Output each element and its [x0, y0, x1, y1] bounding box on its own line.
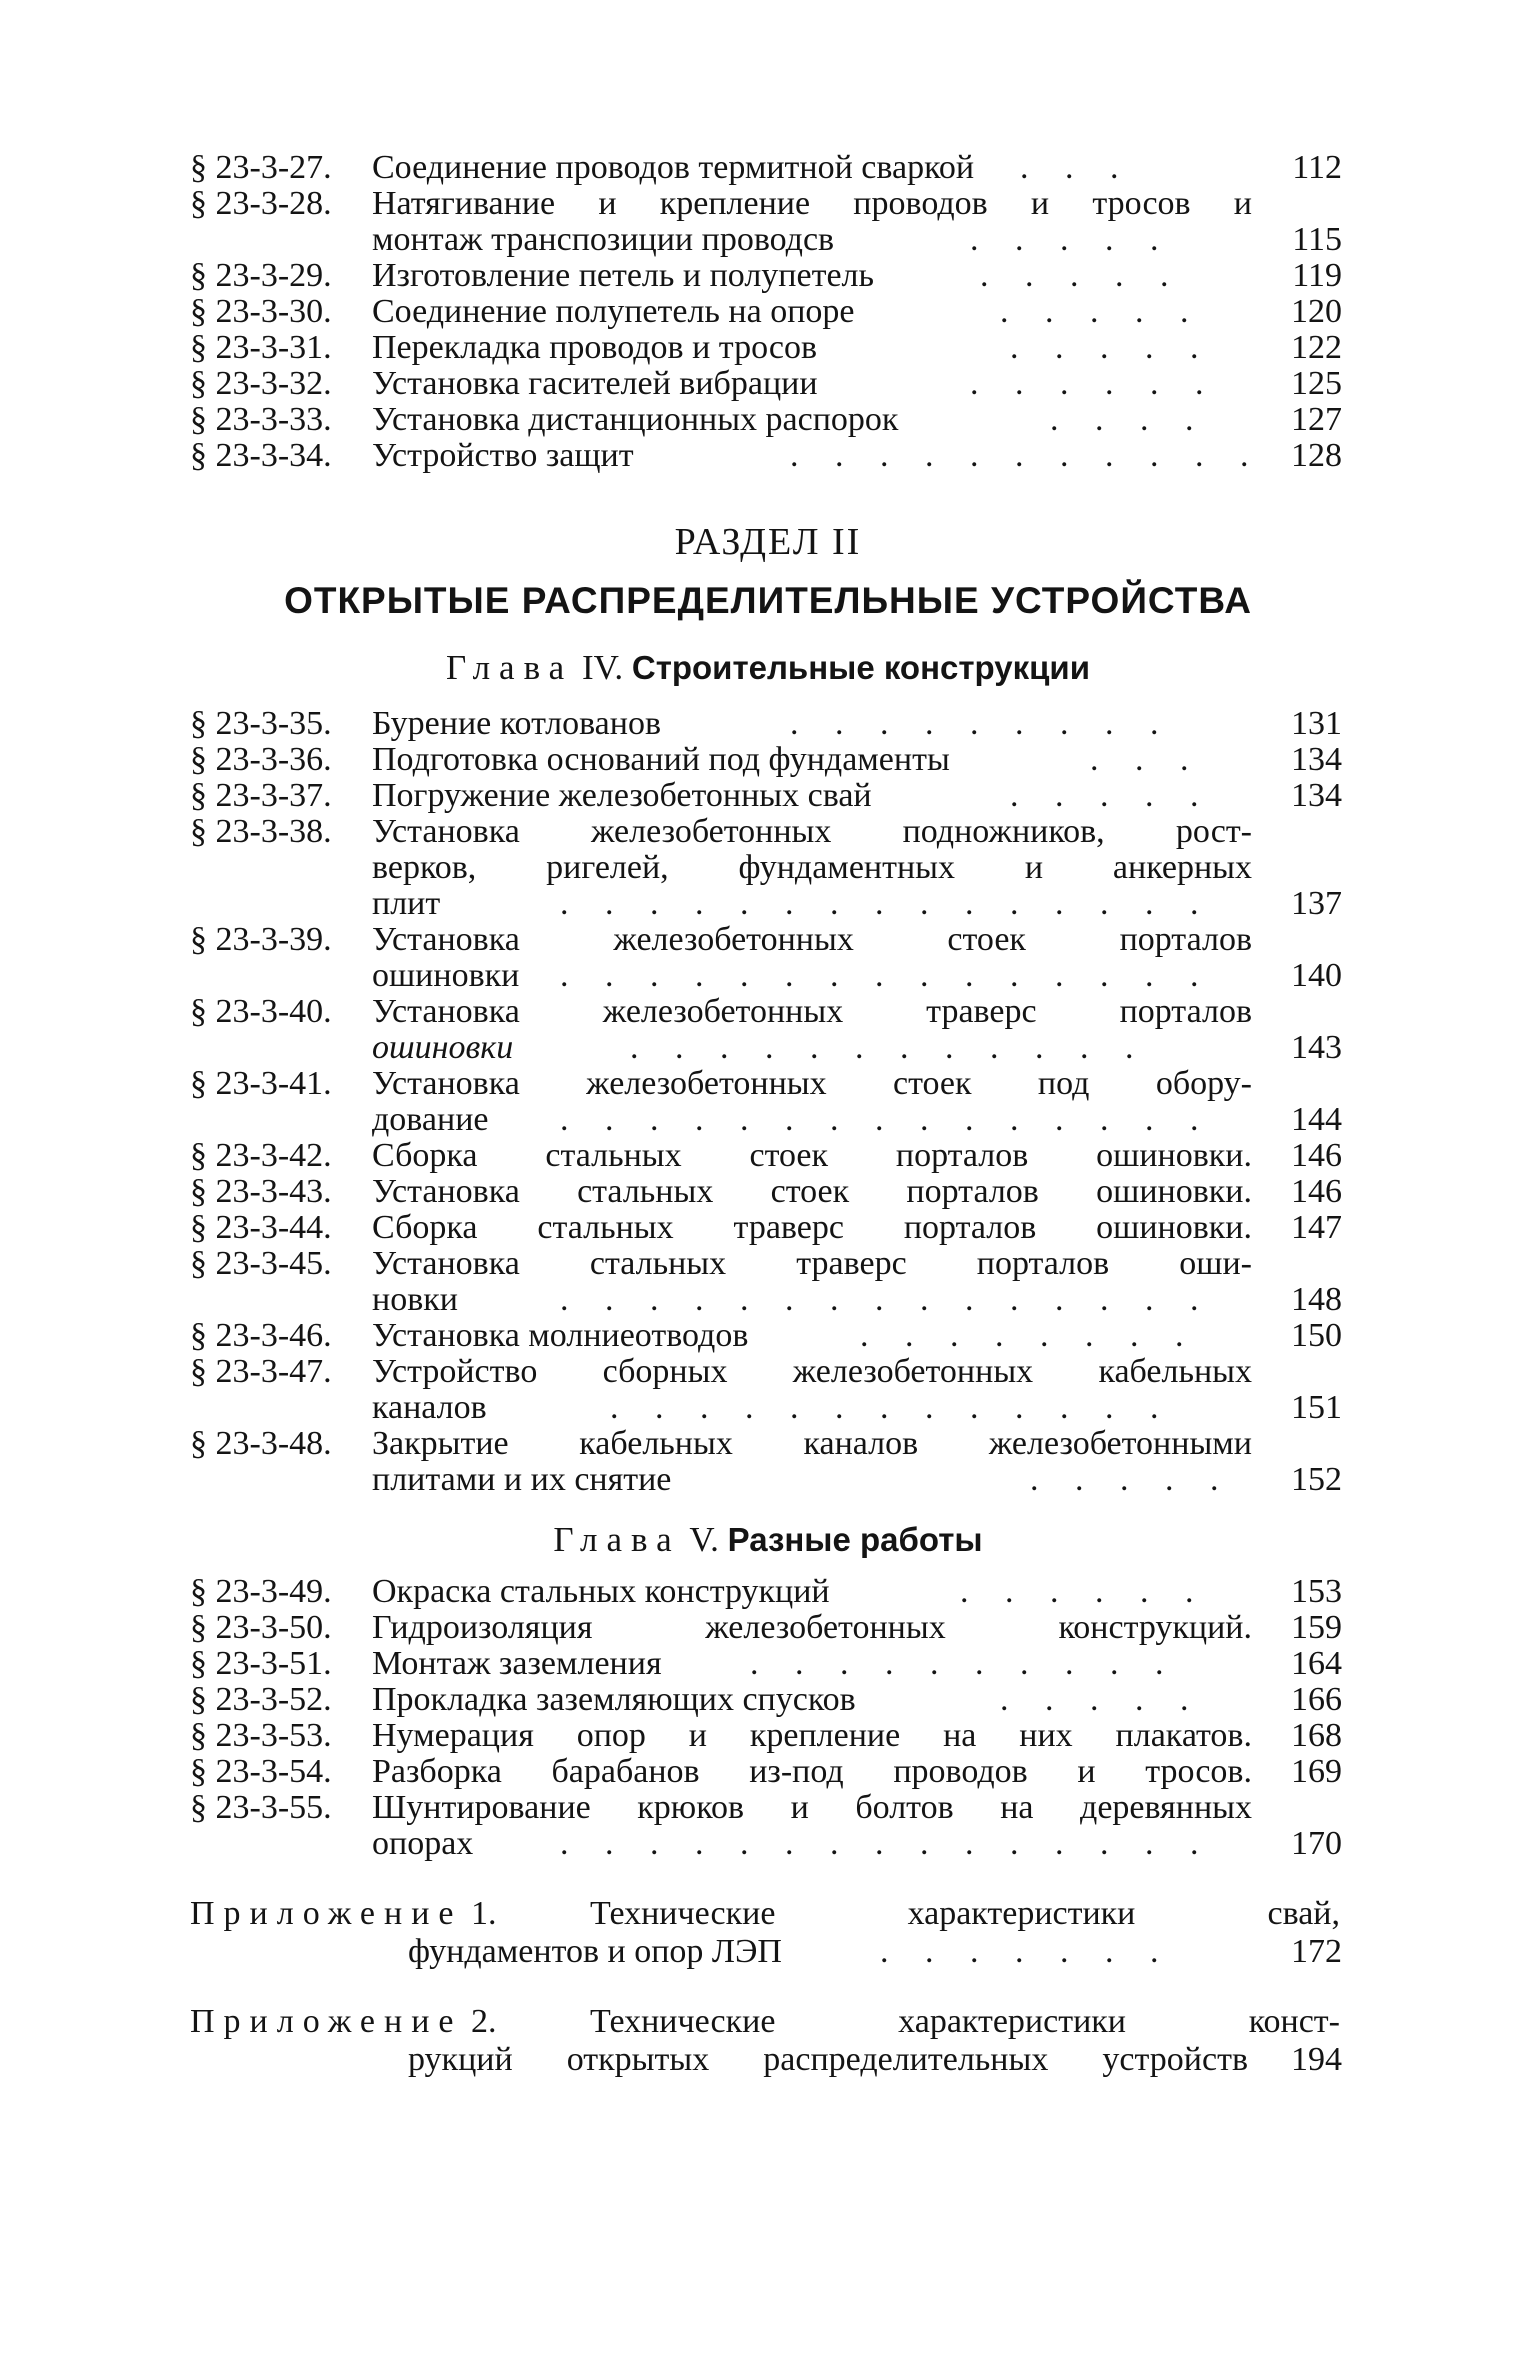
- leader-dots: . . . . .: [1010, 330, 1213, 366]
- entry-title-line2: новки: [372, 1282, 458, 1318]
- leader-dots: . . .: [1020, 150, 1133, 186]
- entry-title-line1: Шунтирование крюков и болтов на деревянных: [372, 1790, 1252, 1826]
- entry-title: Перекладка проводов и тросов: [372, 330, 818, 366]
- entry-title: Монтаж заземления: [372, 1646, 662, 1682]
- chapter-number: IV.: [581, 648, 624, 687]
- page-number: 144: [1291, 1101, 1342, 1138]
- toc-entry-continuation: [190, 222, 1340, 258]
- toc-entry: [190, 778, 1340, 814]
- page-number: 170: [1291, 1825, 1342, 1862]
- page-number: 112: [1292, 149, 1342, 186]
- leader-dots: . . . . . . . . . . . . . . .: [560, 1282, 1213, 1318]
- leader-dots: . . . . . . . . .: [790, 706, 1173, 742]
- entry-title: Прокладка заземляющих спусков: [372, 1682, 856, 1718]
- toc-entry-continuation: [190, 850, 1340, 886]
- section-number: § 23-3-30.: [190, 293, 332, 330]
- toc-entry: [190, 706, 1340, 742]
- toc-entry-continuation: [190, 1282, 1340, 1318]
- toc-entry: [190, 1174, 1340, 1210]
- appendix-title-line2: фундаментов и опор ЛЭП: [408, 1933, 782, 1970]
- leader-dots: . . . . . . . . . . . . . . .: [560, 958, 1213, 994]
- toc-entry: [190, 330, 1340, 366]
- page-number: 146: [1291, 1173, 1342, 1210]
- page-number: 148: [1291, 1281, 1342, 1318]
- leader-dots: . . . . .: [970, 222, 1173, 258]
- toc-entry: [190, 1682, 1340, 1718]
- leader-dots: . . . . . . . . . . . . . . .: [560, 1826, 1213, 1862]
- leader-dots: . . . . . .: [960, 1574, 1208, 1610]
- section-number: § 23-3-32.: [190, 365, 332, 402]
- toc-entry: [190, 1610, 1340, 1646]
- leader-dots: . . . . . . . . . . . .: [630, 1030, 1148, 1066]
- toc-entry: [190, 1646, 1340, 1682]
- appendix-word: Приложение: [190, 1895, 463, 1932]
- appendix-title-line2: рукций открытых распределительных устройств: [408, 2041, 1248, 2078]
- section-title: ОТКРЫТЫЕ РАСПРЕДЕЛИТЕЛЬНЫЕ УСТРОЙСТВА: [284, 580, 1252, 621]
- entry-title: Подготовка оснований под фундаменты: [372, 742, 950, 778]
- chapter-number: V.: [689, 1520, 719, 1559]
- page-number: 150: [1291, 1317, 1342, 1354]
- appendix-word: Приложение: [190, 2003, 463, 2040]
- entry-title-line2: верков, ригелей, фундаментных и анкерных: [372, 850, 1252, 886]
- entry-title: Сборка стальных стоек порталов ошиновки.: [372, 1138, 1252, 1174]
- entry-title-line2: монтаж транспозиции проводсв: [372, 222, 835, 258]
- section-number: § 23-3-36.: [190, 741, 332, 778]
- toc-entry: [190, 258, 1340, 294]
- toc-entry: [190, 814, 1340, 850]
- page-number: 120: [1291, 293, 1342, 330]
- entry-title-line1: Установка железобетонных стоек порталов: [372, 922, 1252, 958]
- section-number: § 23-3-34.: [190, 437, 332, 474]
- toc-entry: [190, 402, 1340, 438]
- toc-entry: [190, 994, 1340, 1030]
- leader-dots: . . . . . . . . . . . . .: [610, 1390, 1173, 1426]
- section-number: § 23-3-46.: [190, 1317, 332, 1354]
- toc-entry: [190, 1318, 1340, 1354]
- leader-dots: . . . . . . . . . . . . . . .: [560, 886, 1213, 922]
- toc-entry: [190, 922, 1340, 958]
- section-number: § 23-3-47.: [190, 1353, 332, 1390]
- toc-entry-continuation: [190, 1462, 1340, 1498]
- page-number: 115: [1292, 221, 1342, 258]
- section-number: § 23-3-29.: [190, 257, 332, 294]
- toc-entry: [190, 1066, 1340, 1102]
- section-number: § 23-3-55.: [190, 1789, 332, 1826]
- page-number: 125: [1291, 365, 1342, 402]
- page-number: 131: [1291, 705, 1342, 742]
- page-number: 146: [1291, 1137, 1342, 1174]
- entry-title: Бурение котлованов: [372, 706, 662, 742]
- entry-title-line2: ошиновки: [372, 958, 520, 994]
- leader-dots: . . .: [1090, 742, 1203, 778]
- page-number: 134: [1291, 741, 1342, 778]
- page-number: 147: [1291, 1209, 1342, 1246]
- entry-title-line1: Установка железобетонных стоек под обору-: [372, 1066, 1252, 1102]
- section-number: § 23-3-39.: [190, 921, 332, 958]
- leader-dots: . . . . . .: [970, 366, 1218, 402]
- leader-dots: . . . . .: [1010, 778, 1213, 814]
- appendix-title-line1: Технические характеристики конст-: [590, 2003, 1340, 2040]
- page-number: 143: [1291, 1029, 1342, 1066]
- leader-dots: . . . . . . . . . . . . . . .: [560, 1102, 1213, 1138]
- page-number: 152: [1291, 1461, 1342, 1498]
- section-number: § 23-3-52.: [190, 1681, 332, 1718]
- page-number: 164: [1291, 1645, 1342, 1682]
- section-number: § 23-3-49.: [190, 1573, 332, 1610]
- leader-dots: . . . . . . . . . . .: [790, 438, 1263, 474]
- toc-entry-continuation: [190, 1390, 1340, 1426]
- entry-title-line1: Установка железобетонных подножников, рост-: [372, 814, 1252, 850]
- section-number: § 23-3-54.: [190, 1753, 332, 1790]
- toc-entry: [190, 438, 1340, 474]
- entry-title: Гидроизоляция железобетонных конструкций.: [372, 1610, 1252, 1646]
- toc-entry: [190, 1210, 1340, 1246]
- entry-title: Сборка стальных траверс порталов ошиновки.: [372, 1210, 1252, 1246]
- toc-entry: [190, 294, 1340, 330]
- entry-title-line1: Установка железобетонных траверс порталов: [372, 994, 1252, 1030]
- entry-title-line2: опорах: [372, 1826, 474, 1862]
- chapter-title: Разные работы: [727, 1521, 983, 1558]
- leader-dots: . . . . . . . .: [860, 1318, 1198, 1354]
- entry-title-line2: дование: [372, 1102, 489, 1138]
- entry-title-line2: плитами и их снятие: [372, 1462, 672, 1498]
- toc-entry: [190, 1246, 1340, 1282]
- chapter-word: Глава: [553, 1520, 681, 1559]
- page-number: 159: [1291, 1609, 1342, 1646]
- section-number: § 23-3-38.: [190, 813, 332, 850]
- page-number: 172: [1291, 1933, 1342, 1970]
- toc-entry: [190, 1574, 1340, 1610]
- page-number: 194: [1291, 2041, 1342, 2078]
- section-label: РАЗДЕЛ II: [674, 521, 862, 563]
- toc-entry: [190, 1754, 1340, 1790]
- toc-entry-continuation: [190, 886, 1340, 922]
- page-number: 128: [1291, 437, 1342, 474]
- entry-title: Устройство защит: [372, 438, 634, 474]
- section-number: § 23-3-45.: [190, 1245, 332, 1282]
- entry-title-line1: Натягивание и крепление проводов и тросов и: [372, 186, 1252, 222]
- entry-title: Разборка барабанов из-под проводов и тросов.: [372, 1754, 1252, 1790]
- entry-title: Окраска стальных конструкций: [372, 1574, 830, 1610]
- toc-entry: [190, 150, 1340, 186]
- toc-entry: [190, 186, 1340, 222]
- section-number: § 23-3-48.: [190, 1425, 332, 1462]
- page-number: 122: [1291, 329, 1342, 366]
- entry-title-line2: каналов: [372, 1390, 487, 1426]
- leader-dots: . . . . .: [1030, 1462, 1233, 1498]
- toc-entry: [190, 1790, 1340, 1826]
- page-number: 127: [1291, 401, 1342, 438]
- page-number: 137: [1291, 885, 1342, 922]
- entry-title-line1: Закрытие кабельных каналов железобетонными: [372, 1426, 1252, 1462]
- chapter-heading: [0, 1520, 1536, 1560]
- toc-entry-continuation: [190, 958, 1340, 994]
- toc-entry-continuation: [190, 1030, 1340, 1066]
- appendix-entry-continuation: [190, 2042, 1340, 2078]
- entry-title-line3: плит: [372, 886, 441, 922]
- entry-title: Соединение полупетель на опоре: [372, 294, 855, 330]
- toc-entry: [190, 1138, 1340, 1174]
- section-number: § 23-3-42.: [190, 1137, 332, 1174]
- page-number: 151: [1291, 1389, 1342, 1426]
- page-number: 153: [1291, 1573, 1342, 1610]
- entry-title: Нумерация опор и крепление на них плакатов.: [372, 1718, 1252, 1754]
- appendix-number: 2.: [470, 2003, 497, 2040]
- toc-entry: [190, 366, 1340, 402]
- leader-dots: . . . . .: [1000, 1682, 1203, 1718]
- section-number: § 23-3-37.: [190, 777, 332, 814]
- toc-entry: [190, 1354, 1340, 1390]
- appendix-entry: [190, 2004, 1340, 2040]
- appendix-entry-continuation: [190, 1934, 1340, 1970]
- chapter-heading: [0, 648, 1536, 688]
- leader-dots: . . . . .: [1000, 294, 1203, 330]
- page-number: 169: [1291, 1753, 1342, 1790]
- entry-title-line1: Устройство сборных железобетонных кабельных: [372, 1354, 1252, 1390]
- section-number: § 23-3-35.: [190, 705, 332, 742]
- leader-dots: . . . . . . . . . .: [750, 1646, 1178, 1682]
- chapter-title: Строительные конструкции: [631, 649, 1090, 686]
- entry-title: Соединение проводов термитной сваркой: [372, 150, 975, 186]
- section-number: § 23-3-51.: [190, 1645, 332, 1682]
- section-number: § 23-3-50.: [190, 1609, 332, 1646]
- section-number: § 23-3-33.: [190, 401, 332, 438]
- leader-dots: . . . .: [1050, 402, 1208, 438]
- leader-dots: . . . . .: [980, 258, 1183, 294]
- toc-entry: [190, 1718, 1340, 1754]
- entry-title: Погружение железобетонных свай: [372, 778, 872, 814]
- entry-title-line2: ошиновки: [372, 1030, 514, 1066]
- page-number: 168: [1291, 1717, 1342, 1754]
- toc-entry: [190, 1426, 1340, 1462]
- leader-dots: . . . . . . .: [880, 1934, 1173, 1970]
- section-number: § 23-3-31.: [190, 329, 332, 366]
- appendix-title-line1: Технические характеристики свай,: [590, 1895, 1340, 1932]
- chapter-word: Глава: [445, 648, 574, 687]
- section-number: § 23-3-27.: [190, 149, 332, 186]
- entry-title: Установка молниеотводов: [372, 1318, 749, 1354]
- entry-title: Установка гасителей вибрации: [372, 366, 818, 402]
- entry-title: Установка стальных стоек порталов ошиновки.: [372, 1174, 1252, 1210]
- page-number: 119: [1292, 257, 1342, 294]
- page-number: 134: [1291, 777, 1342, 814]
- section-number: § 23-3-28.: [190, 185, 332, 222]
- section-number: § 23-3-43.: [190, 1173, 332, 1210]
- toc-entry-continuation: [190, 1826, 1340, 1862]
- entry-title-line1: Установка стальных траверс порталов оши-: [372, 1246, 1252, 1282]
- appendix-number: 1.: [470, 1895, 497, 1932]
- entry-title: Изготовление петель и полупетель: [372, 258, 875, 294]
- section-number: § 23-3-53.: [190, 1717, 332, 1754]
- section-number: § 23-3-41.: [190, 1065, 332, 1102]
- page-number: 166: [1291, 1681, 1342, 1718]
- appendix-entry: [190, 1896, 1340, 1932]
- entry-title: Установка дистанционных распорок: [372, 402, 899, 438]
- toc-entry: [190, 742, 1340, 778]
- page-number: 140: [1291, 957, 1342, 994]
- toc-entry-continuation: [190, 1102, 1340, 1138]
- section-number: § 23-3-44.: [190, 1209, 332, 1246]
- section-number: § 23-3-40.: [190, 993, 332, 1030]
